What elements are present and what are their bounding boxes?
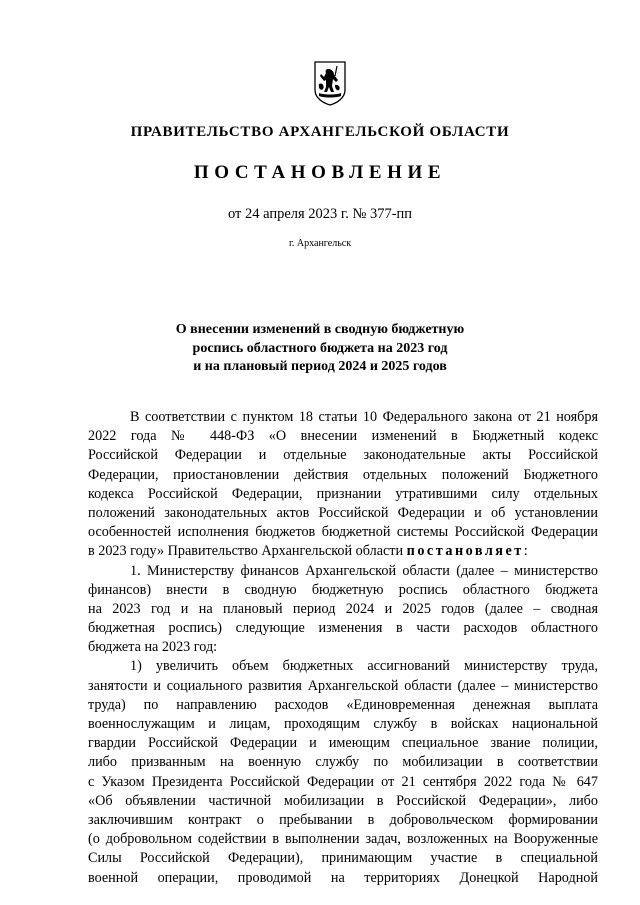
body-line: военной операции, проводимой на территориях Донецкой Народной	[88, 869, 598, 886]
body-line-resolution	[88, 542, 598, 561]
body-line: В соответствии с пунктом 18 статьи 10 Федерального закона от 21 ноября	[130, 409, 598, 425]
document-city: г. Архангельск	[288, 238, 352, 249]
body-line: «Об объявлении частичной мобилизации в Российской Федерации», либо	[88, 792, 598, 809]
body-line: занятости и социального развития Архангельской области (далее – министерство	[88, 677, 598, 694]
body-line: Федерации, приостановлении действия отдельных положений Бюджетного	[88, 466, 598, 483]
body-line: Российской Федерации и отдельные законодательные акты Российской	[88, 447, 598, 464]
body-line: с Указом Президента Российской Федерации от 21 сентября 2022 года № 647	[88, 773, 598, 790]
body-line: финансов) внести в сводную бюджетную роспись областного бюджета	[88, 581, 598, 598]
subject-line: и на плановый период 2024 и 2025 годов	[193, 359, 447, 374]
arkhangelsk-coat-of-arms-icon	[313, 60, 347, 106]
resolves-punctuation: :	[523, 543, 528, 560]
body-line: на 2023 год и на плановый период 2024 и 2025 годов (далее – сводная	[88, 600, 598, 617]
body-line: кодекса Российской Федерации, признании утратившими силу отдельных	[88, 485, 598, 502]
body-line: труда) по направлению расходов «Единовременная денежная выплата	[88, 696, 598, 713]
body-line: 1. Министерству финансов Архангельской области (далее – министерство	[130, 562, 598, 579]
body-line: особенностей исполнения бюджетов бюджетной системы Российской Федерации	[88, 524, 598, 541]
body-line: гвардии Российской Федерации и имеющим специальное звание полиции,	[88, 735, 598, 752]
body-line: 1) увеличить объем бюджетных ассигнований министерству труда,	[130, 658, 598, 675]
subject-line: О внесении изменений в сводную бюджетную	[175, 322, 465, 337]
document-subject	[0, 321, 640, 377]
body-line: заключившим контракт о пребывании в добровольческом формировании	[88, 811, 598, 828]
body-line: военнослужащим и лицам, проходящим службу в войсках национальной	[88, 716, 598, 732]
body-line: либо призванным на военную службу по мобилизации в соответствии	[88, 754, 598, 771]
resolves-word: постановляет	[406, 543, 524, 560]
body-line: 2022 года № 448-ФЗ «О внесении изменений в Бюджетный кодекс	[88, 428, 598, 445]
subject-line: роспись областного бюджета на 2023 год	[192, 340, 448, 356]
body-line: (о добровольном содействии в выполнении задач, возложенных на Вооруженные	[88, 831, 598, 848]
document-date-number: от 24 апреля 2023 г. № 377-пп	[227, 206, 413, 222]
body-line: бюджета на 2023 год:	[88, 639, 218, 656]
body-line: Силы Российской Федерации), принимающим участие в специальной	[88, 850, 598, 867]
body-line: положений законодательных актов Российской Федерации и об установлении	[88, 504, 598, 521]
document-type-title: ПОСТАНОВЛЕНИЕ	[193, 162, 447, 183]
body-line: в 2023 году» Правительство Архангельской области	[88, 543, 404, 560]
body-line: бюджетная роспись) следующие изменения в части расходов областного	[88, 620, 598, 637]
document-body	[88, 408, 598, 888]
government-title: ПРАВИТЕЛЬСТВО АРХАНГЕЛЬСКОЙ ОБЛАСТИ	[130, 124, 510, 140]
